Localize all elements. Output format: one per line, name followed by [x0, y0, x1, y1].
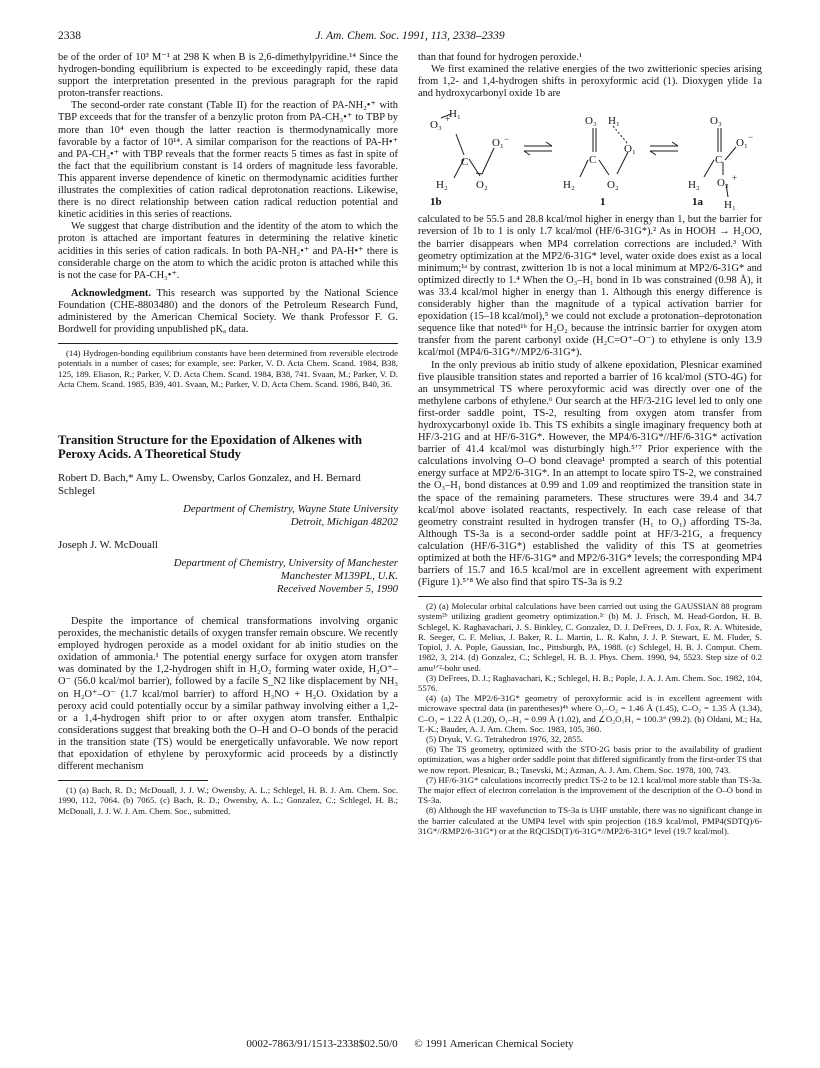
- paragraph: The second-order rate constant (Table II) for the reaction of PA-NH₂•⁺ with TBP exceeds that for the transfer of a benzylic proton from PA-CH₃•⁺ to TBP by more than 10⁴ even though the latter reaction is thermodynamically more favorable by a factor of 10¹⁴. A similar comparison for the reactions of PA-H•⁺ and PA-CH₃•⁺ with TBP reveals that the former reacts 5 times as fast in spite of the fact that the equilibrium constant is 14 orders of magnitude less favorable. This apparent inverse dependence of kinetic on thermodynamic acidities further illustrates the complexities of cation radical deprotonation reactions. Likewise, there is no direct relationship between cation radical reduction potential and kinetic acidities in this series of reactions.: [58, 100, 398, 221]
- atom-label: O₁: [736, 137, 748, 150]
- scheme-drawing: [418, 102, 762, 212]
- footnote-divider: [58, 780, 208, 781]
- atom-label: H₂: [563, 179, 575, 192]
- footnote: (8) Although the HF wavefunction to TS-3a is UHF unstable, there was no significant change in the barrier calculated at the UMP4 level with spin projection (18.9 kcal/mol, PMP4(SDTQ)/6-31G*//RMP2/6-31G*) or at the RQCISD(T)/6-31G*//MP2/6-31G* level (19.7 kcal/mol).: [418, 805, 762, 836]
- footnotes-top: [58, 348, 398, 389]
- acknowledgment-label: Acknowledgment.: [71, 287, 151, 299]
- svg-text:−: −: [748, 132, 754, 143]
- affiliation: [58, 503, 398, 529]
- atom-label: H₁: [724, 199, 736, 212]
- atom-label: H₂: [688, 179, 700, 192]
- atom-label: O₁: [624, 143, 636, 156]
- atom-label: O₁: [492, 137, 504, 150]
- footnote: (3) DeFrees, D. J.; Raghavachari, K.; Schlegel, H. B.; Pople, J. A. J. Am. Chem. Soc. 1982, 104, 5576.: [418, 672, 762, 693]
- acknowledgment-text: This research was supported by the National Science Foundation (CHE-8803480) and the donors of the Petroleum Research Fund, administered by the American Chemical Society. We thank Professor F. G. Bordwell for providing unpublished pKₐ data.: [58, 287, 398, 336]
- reaction-scheme: [418, 102, 762, 212]
- atom-label: O₃: [585, 115, 597, 128]
- svg-text:+: +: [445, 114, 451, 125]
- article-code: 0002-7863/91/1513-2338$02.50/0: [246, 1038, 398, 1050]
- atom-label: C: [589, 154, 597, 167]
- right-column: [418, 52, 762, 836]
- atom-label: C: [461, 156, 469, 169]
- footnote-divider: [58, 343, 398, 344]
- footnotes-bottom: [58, 785, 398, 816]
- page-footer: [0, 1038, 820, 1050]
- atom-label: O₃: [430, 119, 442, 132]
- copyright: © 1991 American Chemical Society: [414, 1038, 574, 1050]
- journal-citation: J. Am. Chem. Soc. 1991, 113, 2338–2339: [315, 30, 505, 42]
- affiliation-line: Detroit, Michigan 48202: [290, 515, 398, 528]
- atom-label: H₂: [436, 179, 448, 192]
- footnote: (14) Hydrogen-bonding equilibrium constants have been determined from reversible electrode potentials in a number of cases; for example, see: Parker, V. D. Acta Chem. Scand. 1984, B38, 125, 189. Eliason, R.; Parker, V. D. Acta Chem. Scand. 1984, B38, 741. Svaan, M.; Parker, V. D. Acta Chem. Scand. 1985, B39, 401. Svaan, M.; Parker, V. D. Acta Chem. Scand. 1986, B40, 36.: [58, 348, 398, 389]
- paragraph: In the only previous ab initio study of alkene epoxidation, Plesnicar examined five plausible transition states and reported a barrier of 16 kcal/mol (STO-4G) for an unsymmetrical TS where peroxyformic acid was directly over one of the methylene carbons of ethylene.⁶ Our search at the HF/3-21G level led to only one first-order saddle point, TS-2, resulting from oxygen atom transfer from hydroxycarbonyl oxide 1b. This TS exhibits a single imaginary frequency both at HF/3-21G and at HF/6-31G*. However, the MP4/6-31G*//HF/6-31G* activation barrier of 41.4 kcal/mol was disturbingly high.⁵ʼ⁷ Prior experience with the calculations involving O–O bond cleavage¹ prompted a search of this potential energy surface at MP2/6-31G*. In an attempt to locate spiro TS-2, we constrained the O₃–H₁ bond distances at 0.99 and 1.09 and reoptimized the transition state in the space of the remaining parameters. These structures were 39.4 and 34.7 kcal/mol above isolated reactants, respectively. In each case release of that geometry constraint resulted in hydrogen transfer (H₁ to O₁) affording TS-3a. Although TS-3a is a second-order saddle point at HF/3-21G, a frequency calculation (HF/6-31G*) established the validity of this TS at geometries optimized at both the HF/6-31G* and MP2/6-31G* levels; the corresponding MP4 barriers of 15.7 and 16.5 kcal/mol are in excellent agreement with experiment (Figure 1).⁵ʼ⁸ We also find that spiro TS-3a is 9.2: [418, 359, 762, 589]
- footnote: (1) (a) Bach, R. D.; McDouall, J. J. W.; Owensby, A. L.; Schlegel, H. B. J. Am. Chem. Soc. 1990, 112, 7064. (b) 7065. (c) Bach, R. D.; Owensby, A. L.; Gonzalez, C.; Schlegel, H. B.; McDouall, J. J. W. J. Am. Chem. Soc., submitted.: [58, 785, 398, 816]
- footnote: (7) HF/6-31G* calculations incorrectly predict TS-2 to be 12.1 kcal/mol more stable than TS-3a. The major effect of electron correlation is the improvement of the description of the O–O bond in TS-3a.: [418, 774, 762, 806]
- atom-label: O₂: [717, 177, 729, 190]
- footnote: (2) (a) Molecular orbital calculations have been carried out using the GAUSSIAN 88 program system²ᵇ utilizing gradient geometry optimization.²ᶜ (b) M. J. Frisch, M. Head-Gordon, H. B. Schlegel, K. Raghavachari, J. S. Binkley, C. Gonzalez, D. J. DeFrees, D. J. Fox, R. A. Whiteside, R. Seeger, C. F. Melius, J. Baker, R. L. Martin, L. R. Kahn, J. J. P. Stewart, E. M. Fluder, S. Topiol, J. A. Pople, Gaussian, Inc., Pittsburgh, PA, 1988. (c) Schlegel, H. B. J. Comput. Chem. 1982, 3, 214. (d) Gonzalez, C.; Schlegel, H. B. J. Phys. Chem. 1990, 94, 5523. Step size of 0.2 amu¹ᐟ²-bohr used.: [418, 601, 762, 673]
- footnote-divider: [418, 596, 762, 597]
- paragraph: We suggest that charge distribution and the identity of the atom to which the proton is attached are important features in determining the relative kinetic acidities in this series of cation radicals. In both PA-NH₂•⁺ and PA-H•⁺ there is considerable charge on the atom to which the acidic proton is attached while this is not the case for PA-CH₃•⁺.: [58, 221, 398, 281]
- affiliation-line: Department of Chemistry, Wayne State University: [183, 502, 398, 515]
- atom-label: O₂: [607, 179, 619, 192]
- svg-text:−: −: [504, 134, 510, 145]
- footnote: (6) The TS geometry, optimized with the STO-2G basis prior to the availability of gradient optimization, was a higher order saddle point that differed significantly from the first-order TS that we now report. Plesnicar, B.; Tasevski, M.; Azman, A. J. Am. Chem. Soc. 1978, 100, 743.: [418, 744, 762, 775]
- footnotes-right: [418, 601, 762, 836]
- affiliation-line: Department of Chemistry, University of Manchester: [173, 556, 398, 569]
- paragraph: We first examined the relative energies of the two zwitterionic species arising from 1,2- and 1,4-hydrogen shifts in peroxyformic acid (1). Dioxygen ylide 1a and hydroxycarbonyl oxide 1b are: [418, 64, 762, 100]
- atom-label: H₁: [449, 108, 461, 121]
- received-date: Received November 5, 1990: [276, 582, 398, 595]
- affiliation-line: Manchester M139PL, U.K.: [280, 569, 398, 582]
- page-number: 2338: [58, 30, 81, 42]
- paragraph: Despite the importance of chemical transformations involving organic peroxides, the mechanistic details of oxygen transfer remain obscure. We recently employed hydrogen peroxide as a model oxidant for ab initio studies on the oxidation of ammonia.¹ The potential energy surface for oxygen atom transfer was dominated by the 1,2-hydrogen shift in H₂O₂ forming water oxide, H₂O⁺–O⁻ (56.0 kcal/mol barrier), followed by a facile S_N2 like displacement by NH₃ on H₂O⁺–O⁻ (1.7 kcal/mol barrier) to afford H₃NO + H₂O. Oxidation by a peroxy acid could potentially occur by a similar pathway involving either a 1,2- or a 1,4-hydrogen shift prior to or after oxygen atom transfer. Enthalpic considerations suggest that breaking both the O–H and O–O bonds of the peracid in the transition state (TS) would be energetically unfavorable. We now report that epoxidation of ethylene by peroxyformic acid proceeds by a distinctly different mechanism: [58, 615, 399, 773]
- left-column: [58, 52, 398, 816]
- authors: Joseph J. W. McDouall: [58, 538, 158, 551]
- paragraph: be of the order of 10³ M⁻¹ at 298 K when B is 2,6-dimethylpyridine.¹⁴ Since the hydrogen-bonding equilibrium is expected to be exceedingly rapid, these data support the interpretation presented in the previous paragraph for the rapid proton-transfer reactions.: [58, 52, 398, 100]
- svg-text:+: +: [732, 173, 738, 184]
- atom-label: O₃: [710, 115, 722, 128]
- compound-label: 1a: [692, 196, 703, 209]
- article-title: Transition Structure for the Epoxidation of Alkenes with Peroxy Acids. A Theoretical Study: [58, 432, 363, 462]
- atom-label: H₁: [608, 115, 620, 128]
- authors: Robert D. Bach,* Amy L. Owensby, Carlos Gonzalez, and H. Bernard Schlegel: [58, 471, 361, 497]
- affiliation: [58, 557, 398, 583]
- page-header: [58, 30, 762, 46]
- paragraph: calculated to be 55.5 and 28.8 kcal/mol higher in energy than 1, but the barrier for reversion of 1b to 1 is only 1.7 kcal/mol (HF/6-31G*).² As in HOOH → H₂OO, the barrier disappears when MP4 correlation corrections are included.³ With geometry optimization at the MP2/6-31G* level, water oxide does exist as a local minimum;¹ᵃ by contrast, zwitterion 1b is not a local minimum at MP2/6-31G* and optimized directly to 1.⁴ When the O₃–H₁ bond in 1b was constrained (0.98 Å), it was 33.4 kcal/mol higher in energy than 1. Although this energy difference is considerably higher than the magnitude of a typical activation barrier for epoxidation (15–18 kcal/mol),⁵ we could not exclude a protonation–deprotonation sequence like that noted¹ᵇ for H₂O₂ because the intrinsic barrier for oxygen atom transfer from the parent carbonyl oxide (H₂C=O⁺–O⁻) to ethylene is only 13.9 kcal/mol (MP4/6-31G*//MP2/6-31G*).: [418, 214, 762, 359]
- atom-label: C: [715, 154, 723, 167]
- compound-label: 1: [600, 196, 606, 209]
- paragraph: than that found for hydrogen peroxide.¹: [418, 52, 583, 63]
- atom-label: O₂: [476, 179, 488, 192]
- footnote: (5) Dryuk, V. G. Tetrahedron 1976, 32, 2855.: [426, 733, 583, 744]
- footnote: (4) (a) The MP2/6-31G* geometry of peroxyformic acid is in excellent agreement with microwave spectral data (in parentheses)⁴ᵇ where O₁–O₂ = 1.46 Å (1.45), C–O₂ = 1.35 Å (1.34), C–O₃ = 1.22 Å (1.20), O₁–H₁ = 0.99 Å (1.02), and ∠O₂O₁H₁ = 100.3° (99.2). (b) Oldani, M.; Ha, T.-K.; Bauder, A. J. Am. Chem. Soc. 1983, 105, 360.: [418, 693, 762, 734]
- acknowledgment: [58, 288, 398, 336]
- compound-label: 1b: [430, 196, 442, 209]
